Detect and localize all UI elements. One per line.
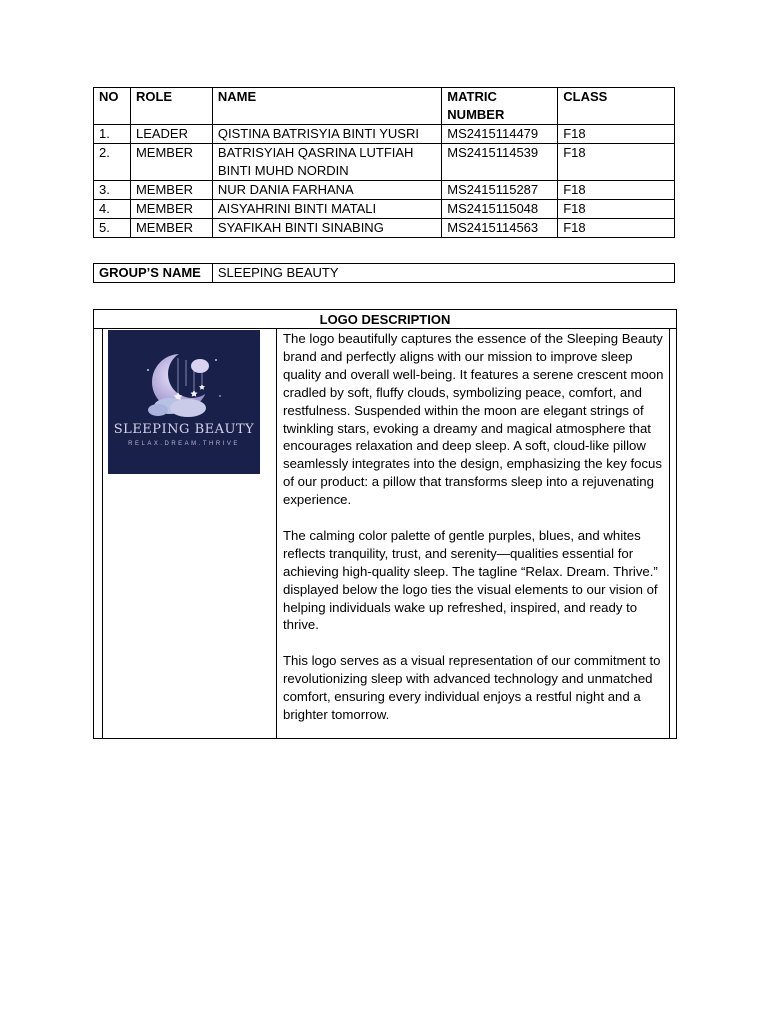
column-divider <box>669 329 670 739</box>
table-row <box>94 144 675 181</box>
cell-no: 1. <box>94 125 131 144</box>
description-paragraph: The logo beautifully captures the essence of the Sleeping Beauty brand and perfectly aligns with our mission to improve sleep quality and overall well-being. It features a serene crescent moon cradled by soft, fluffy clouds, symbolizing peace, comfort, and restfulness. Suspended within the moon are elegant strings of twinkling stars, evoking a dreamy and magical atmosphere that encourages relaxation and deep sleep. A soft, cloud-like pillow seamlessly integrates into the design, emphasizing the key focus of our product: a pillow that transforms sleep into a rejuvenating experience. <box>283 331 664 508</box>
cell-matric: MS2415114539 <box>442 144 558 181</box>
moon-cloud-illustration <box>108 330 260 474</box>
cell-name: BATRISYIAH QASRINA LUTFIAH BINTI MUHD NORDIN <box>212 144 441 181</box>
cell-class: F18 <box>558 144 675 181</box>
cell-name: SYAFIKAH BINTI SINABING <box>212 219 441 238</box>
header-role: ROLE <box>130 88 212 125</box>
logo-description-title: LOGO DESCRIPTION <box>94 310 676 329</box>
cell-name: NUR DANIA FARHANA <box>212 181 441 200</box>
cell-no: 4. <box>94 200 131 219</box>
table-row <box>94 125 675 144</box>
logo-description-text <box>283 330 667 742</box>
cell-class: F18 <box>558 125 675 144</box>
sleeping-beauty-logo <box>108 330 260 474</box>
cell-name: QISTINA BATRISYIA BINTI YUSRI <box>212 125 441 144</box>
cell-name: AISYAHRINI BINTI MATALI <box>212 200 441 219</box>
cell-matric: MS2415115287 <box>442 181 558 200</box>
logo-brand-name: SLEEPING BEAUTY <box>113 422 255 437</box>
logo-tagline: RELAX.DREAM.THRIVE <box>128 441 240 447</box>
members-table <box>93 87 675 238</box>
cell-role: MEMBER <box>130 181 212 200</box>
cell-matric: MS2415115048 <box>442 200 558 219</box>
header-class: CLASS <box>558 88 675 125</box>
cell-role: LEADER <box>130 125 212 144</box>
description-paragraph: The calming color palette of gentle purples, blues, and whites reflects tranquility, trust, and serenity—qualities essential for achieving high-quality sleep. The tagline “Relax. Dream. Thrive.” displayed below the logo ties the visual elements to our vision of helping individuals wake up refreshed, inspired, and ready to thrive. <box>283 527 658 633</box>
table-row <box>94 200 675 219</box>
group-row <box>94 264 675 283</box>
logo-description-box <box>93 309 677 739</box>
cell-class: F18 <box>558 200 675 219</box>
header-no: NO <box>94 88 131 125</box>
cell-matric: MS2415114563 <box>442 219 558 238</box>
cell-no: 2. <box>94 144 131 181</box>
table-row <box>94 181 675 200</box>
column-divider <box>102 329 103 739</box>
column-divider <box>276 329 277 739</box>
description-paragraph: This logo serves as a visual representation of our commitment to revolutionizing sleep with advanced technology and unmatched comfort, ensuring every individual enjoys a restful night and a brighter tomorrow. <box>283 653 661 722</box>
cell-no: 5. <box>94 219 131 238</box>
group-name-label: GROUP’S NAME <box>94 264 213 283</box>
header-matric: MATRIC NUMBER <box>442 88 558 125</box>
cell-class: F18 <box>558 181 675 200</box>
table-row <box>94 219 675 238</box>
members-header-row <box>94 88 675 125</box>
cell-class: F18 <box>558 219 675 238</box>
cell-role: MEMBER <box>130 219 212 238</box>
pillow-icon <box>191 359 209 373</box>
header-name: NAME <box>212 88 441 125</box>
cell-role: MEMBER <box>130 144 212 181</box>
group-name-table <box>93 263 675 283</box>
cell-matric: MS2415114479 <box>442 125 558 144</box>
group-name-value: SLEEPING BEAUTY <box>212 264 674 283</box>
cell-role: MEMBER <box>130 200 212 219</box>
cell-no: 3. <box>94 181 131 200</box>
